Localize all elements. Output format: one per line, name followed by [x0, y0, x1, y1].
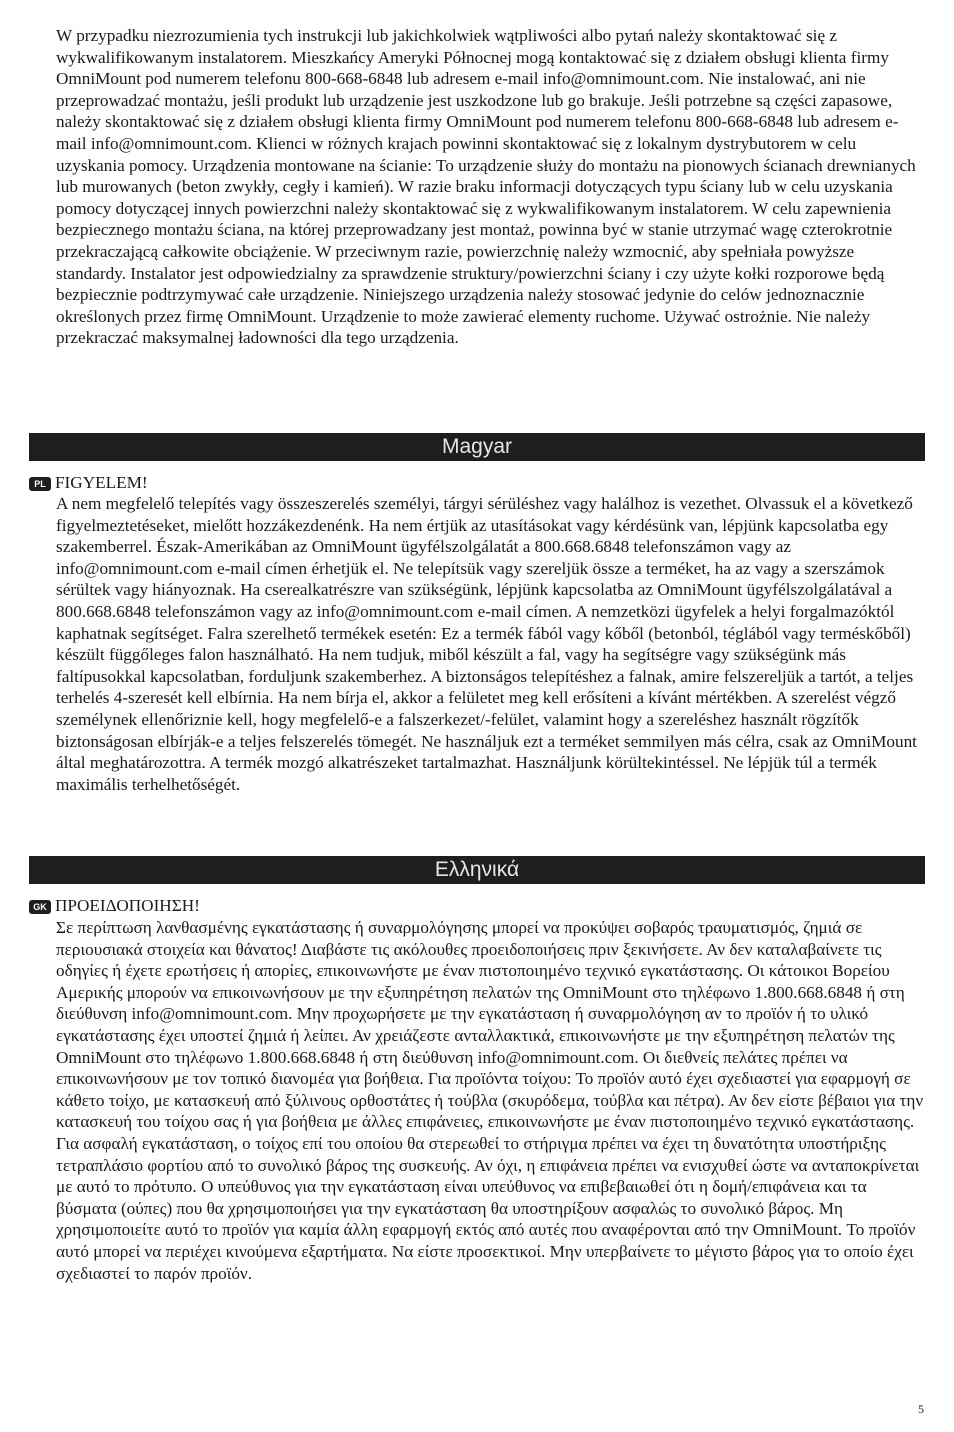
- hungarian-warning-text: A nem megfelelő telepítés vagy összeszerelés személyi, tárgyi sérüléshez vagy halálhoz is vezethet. Olvassuk el a következő figyelmeztetéseket, mielőtt hozzákezdenénk. Ha nem értjük az utasításokat vagy kérdésünk van, lépjünk kapcsolatba egy szakemberrel. Észak-Amerikában az OmniMount ügyfélszolgálatát a 800.668.6848 telefonszámon vagy az info@omnimount.com e-mail címen érhetjük el. Ne telepítsük vagy szereljük össze a terméket, ha az vagy a szerszámok sérültek vagy hiányoznak. Ha cserealkatrészre van szükségünk, lépjünk kapcsolatba az OmniMount ügyfélszolgálatával a 800.668.6848 telefonszámon vagy az info@omnimount.com e-mail címen. A nemzetközi ügyfelek a helyi forgalmazóktól kaphatnak segítséget. Falra szerelhető termékek esetén: Ez a termék fából vagy kőből (betonból, téglából vagy terméskőből) készült függőleges falon használható. Ha nem tudjuk, miből készült a fal, vagy ha segítségre vagy szükségünk más faltípusokkal kapcsolatban, forduljunk szakemberhez. A biztonságos telepítéshez a falnak, amire felszereljük a tartót, a teljes terhelés 4-szeresét kell elbírnia. Ha nem bírja el, akkor a felületet meg kell erősíteni a kívánt mértékben. A szerelést végző személynek ellenőriznie kell, hogy megfelelő-e a falszerkezet/-felület, valamint hogy a szereléshez használt rögzítők biztonságosan elbírják-e a teljes felszerelés tömegét. Ne használjuk ezt a terméket semmilyen más célra, csak az OmniMount által meghatározottra. A termék mozgó alkatrészeket tartalmazhat. Használjunk körültekintéssel. Ne lépjük túl a termék maximális terhelhetőségét.: [56, 494, 917, 794]
- greek-warning-text: Σε περίπτωση λανθασμένης εγκατάστασης ή συναρμολόγησης μπορεί να προκύψει σοβαρός τραυματισμός, ζημιά σε περιουσιακά στοιχεία και θάνατος! Διαβάστε τις ακόλουθες προειδοποιήσεις πριν ξεκινήσετε. Αν δεν καταλαβαίνετε τις οδηγίες ή έχετε ερωτήσεις ή απορίες, επικοινωνήστε με έναν πιστοποιημένο τεχνικό εγκατάστασης. Οι κάτοικοι Βορείου Αμερικής μπορούν να επικοινωνήσουν με την εξυπηρέτηση πελατών της OmniMount στο τηλέφωνο 1.800.668.6848 ή στη διεύθυνση info@omnimount.com. Μην προχωρήσετε με την εγκατάσταση ή συναρμολόγηση αν το προϊόν ή το υλικό εγκατάστασης έχει υποστεί ζημιά ή λείπει. Αν χρειάζεστε ανταλλακτικά, επικοινωνήστε με την εξυπηρέτηση πελατών της OmniMount στο τηλέφωνο 1.800.668.6848 ή στη διεύθυνση info@omnimount.com. Οι διεθνείς πελάτες πρέπει να επικοινωνήσουν με τον τοπικό διανομέα για βοήθεια. Για προϊόντα τοίχου: Το προϊόν αυτό έχει σχεδιαστεί για εφαρμογή σε κάθετο τοίχο, με κατασκευή από ξύλινους ορθοστάτες ή τούβλα (σκυρόδεμα, τούβλα και πέτρα). Αν δεν είστε βέβαιοι για την κατασκευή του τοίχου σας ή για βοήθεια με άλλες επιφάνειες, επικοινωνήστε με έναν πιστοποιημένο τεχνικό εγκατάστασης. Για ασφαλή εγκατάσταση, ο τοίχος επί του οποίου θα στερεωθεί το στήριγμα πρέπει να έχει τη δυνατότητα υποστήριξης τετραπλάσιο φορτίου από το συνολικό βάρος της συσκευής. Αν όχι, η επιφάνεια πρέπει να ενισχυθεί ώστε να ανταποκρίνεται με αυτό το πρότυπο. Ο υπεύθυνος για την εγκατάσταση είναι υπεύθυνος να επιβεβαιωθεί ότι η δομή/επιφάνεια και τα βύσματα (ούπες) που θα χρησιμοποιήσει για την εγκατάσταση θα υποστηρίξουν ασφαλώς το συνολικό βάρος. Μη χρησιμοποιείτε αυτό το προϊόν για καμία άλλη εφαρμογή εκτός από αυτές που αναφέρονται από την OmniMount. Το προϊόν αυτό μπορεί να περιέχει κινούμενα εξαρτήματα. Να είστε προσεκτικοί. Μην υπερβαίνετε το μέγιστο βάρος για το οποίο έχει σχεδιαστεί το παρόν προϊόν.: [56, 918, 924, 1283]
- language-badge-gk: GK: [29, 900, 51, 914]
- greek-warning-row: [29, 895, 200, 917]
- section-heading-magyar: Magyar: [29, 433, 925, 461]
- language-badge-pl: PL: [29, 477, 51, 491]
- page-number: 5: [918, 1402, 924, 1416]
- hungarian-warning-row: [29, 472, 148, 494]
- greek-warning-label: ΠΡΟΕΙΔΟΠΟΙΗΣΗ!: [55, 896, 200, 915]
- polish-warning-text: W przypadku niezrozumienia tych instrukcji lub jakichkolwiek wątpliwości albo pytań należy skontaktować się z wykwalifikowanym instalatorem. Mieszkańcy Ameryki Północnej mogą kontaktować się z działem obsługi klienta firmy OmniMount pod numerem telefonu 800-668-6848 lub adresem e-mail info@omnimount.com. Nie instalować, ani nie przeprowadzać montażu, jeśli produkt lub urządzenie jest uszkodzone lub go brakuje. Jeśli potrzebne są części zapasowe, należy skontaktować się z działem obsługi klienta firmy OmniMount pod numerem telefonu 800-668-6848 lub adresem e-mail info@omnimount.com. Klienci w różnych krajach powinni skontaktować się z lokalnym dystrybutorem w celu uzyskania pomocy. Urządzenia montowane na ścianie: To urządzenie służy do montażu na pionowych ścianach drewnianych lub murowanych (beton zwykły, cegły i kamień). W razie braku informacji dotyczących typu ściany lub w celu uzyskania pomocy dotyczącej innych powierzchni należy skontaktować się z wykwalifikowanym instalatorem. W celu zapewnienia bezpiecznego montażu ściana, na której przeprowadzany jest montaż, powinna być w stanie utrzymać wagę czterokrotnie przekraczającą całkowite obciążenie. W przeciwnym razie, powierzchnię należy wzmocnić, aby spełniała powyższe standardy. Instalator jest odpowiedzialny za sprawdzenie struktury/powierzchni ściany i czy użyte kołki rozporowe będą bezpiecznie podtrzymywać całe urządzenie. Niniejszego urządzenia należy stosować jedynie do celów jednoznacznie określonych przez firmę OmniMount. Urządzenie to może zawierać elementy ruchome. Używać ostrożnie. Nie należy przekraczać maksymalnej ładowności dla tego urządzenia.: [56, 26, 916, 348]
- hungarian-warning-label: FIGYELEM!: [55, 473, 148, 492]
- section-heading-greek: Ελληνικά: [29, 856, 925, 884]
